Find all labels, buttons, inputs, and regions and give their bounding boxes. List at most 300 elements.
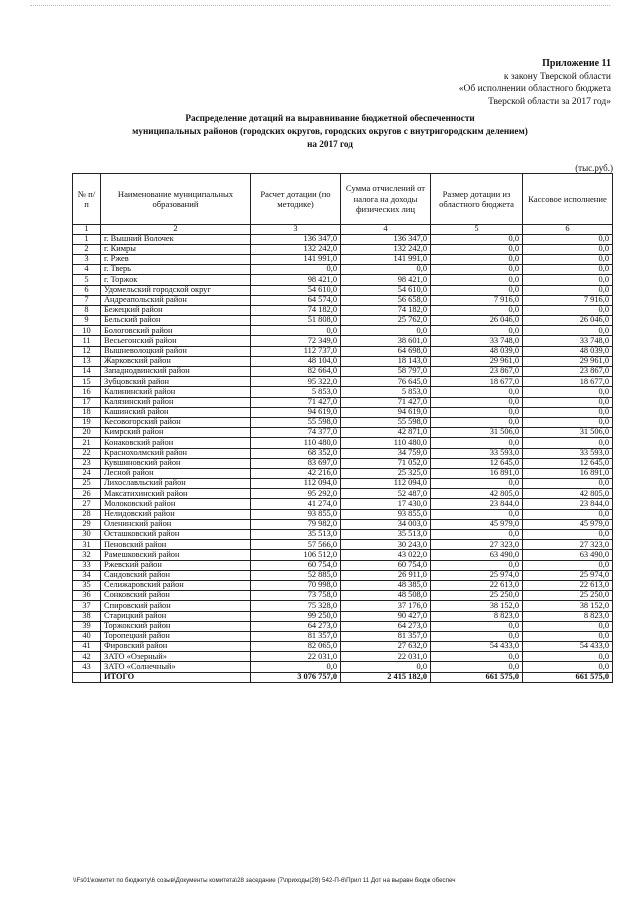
- calculation-value: 93 855,0: [251, 509, 341, 519]
- tax-deduction-value: 34 759,0: [341, 448, 431, 458]
- subsidy-value: 22 613,0: [431, 580, 523, 590]
- tax-deduction-value: 17 430,0: [341, 499, 431, 509]
- table-row: [73, 336, 613, 346]
- table-row: [73, 631, 613, 641]
- calculation-value: 68 352,0: [251, 448, 341, 458]
- subsidy-value: 42 805,0: [431, 489, 523, 499]
- header-subsidy-size: Размер дотации из областного бюджета: [431, 174, 523, 225]
- calculation-value: 112 737,0: [251, 346, 341, 356]
- cash-execution-value: 0,0: [523, 275, 613, 285]
- cash-execution-value: 0,0: [523, 397, 613, 407]
- subsidy-value: 0,0: [431, 305, 523, 315]
- cash-execution-value: 12 645,0: [523, 458, 613, 468]
- column-numbers-row: [73, 225, 613, 235]
- row-number: 11: [73, 336, 101, 346]
- cash-execution-value: 27 323,0: [523, 540, 613, 550]
- tax-deduction-value: 98 421,0: [341, 275, 431, 285]
- calculation-value: 73 758,0: [251, 591, 341, 601]
- cash-execution-value: 0,0: [523, 244, 613, 254]
- row-number: 14: [73, 367, 101, 377]
- tax-deduction-value: 22 031,0: [341, 652, 431, 662]
- row-number: 43: [73, 662, 101, 672]
- unit-label: (тыс.руб.): [575, 163, 613, 173]
- municipality-name: Краснохолмский район: [101, 448, 251, 458]
- file-path-footer: \\Fs01\комитет по бюджету\6 созыв\Документы комитета\28 заседание (7\приходы(28) 542-П-6\Прил 11 Дот на выравн бюдж обеспеч: [73, 877, 456, 884]
- subsidy-value: 48 039,0: [431, 346, 523, 356]
- subsidy-value: 29 961,0: [431, 356, 523, 366]
- cash-execution-value: 0,0: [523, 234, 613, 244]
- row-number: 7: [73, 295, 101, 305]
- subsidy-value: 63 490,0: [431, 550, 523, 560]
- municipality-name: Кимрский район: [101, 428, 251, 438]
- table-row: [73, 305, 613, 315]
- tax-deduction-value: 71 052,0: [341, 458, 431, 468]
- tax-deduction-value: 25 762,0: [341, 316, 431, 326]
- row-number: 41: [73, 642, 101, 652]
- cash-execution-value: 33 748,0: [523, 336, 613, 346]
- row-number: 32: [73, 550, 101, 560]
- subsidy-value: 18 677,0: [431, 377, 523, 387]
- tax-deduction-value: 93 855,0: [341, 509, 431, 519]
- municipality-name: ЗАТО «Озерный»: [101, 652, 251, 662]
- cash-execution-value: 0,0: [523, 438, 613, 448]
- row-number: 6: [73, 285, 101, 295]
- table-row: [73, 509, 613, 519]
- tax-deduction-value: 64 273,0: [341, 621, 431, 631]
- tax-deduction-value: 5 853,0: [341, 387, 431, 397]
- tax-deduction-value: 71 427,0: [341, 397, 431, 407]
- municipality-name: Фировский район: [101, 642, 251, 652]
- municipality-name: Лихославльский район: [101, 479, 251, 489]
- total-municipality-name: ИТОГО: [101, 672, 251, 682]
- calculation-value: 95 322,0: [251, 377, 341, 387]
- tax-deduction-value: 132 242,0: [341, 244, 431, 254]
- table-row: [73, 530, 613, 540]
- cash-execution-value: 0,0: [523, 652, 613, 662]
- calculation-value: 64 574,0: [251, 295, 341, 305]
- appendix-line-2: «Об исполнении областного бюджета: [458, 84, 611, 94]
- subsidy-value: 0,0: [431, 275, 523, 285]
- municipality-name: Сандовский район: [101, 570, 251, 580]
- municipality-name: Андреапольский район: [101, 295, 251, 305]
- cash-execution-value: 18 677,0: [523, 377, 613, 387]
- subsidy-value: 0,0: [431, 417, 523, 427]
- subsidy-value: 45 979,0: [431, 519, 523, 529]
- table-row: [73, 560, 613, 570]
- table-row: [73, 326, 613, 336]
- cash-execution-value: 25 250,0: [523, 591, 613, 601]
- tax-deduction-value: 26 911,0: [341, 570, 431, 580]
- subsidy-value: 0,0: [431, 326, 523, 336]
- municipality-name: Оленинский район: [101, 519, 251, 529]
- row-number: 13: [73, 356, 101, 366]
- cash-execution-value: 0,0: [523, 631, 613, 641]
- tax-deduction-value: 18 143,0: [341, 356, 431, 366]
- calculation-value: 79 982,0: [251, 519, 341, 529]
- tax-deduction-value: 56 658,0: [341, 295, 431, 305]
- cash-execution-value: 54 433,0: [523, 642, 613, 652]
- municipality-name: Калининский район: [101, 387, 251, 397]
- subsidy-value: 7 916,0: [431, 295, 523, 305]
- table-row: [73, 550, 613, 560]
- subsidy-value: 0,0: [431, 265, 523, 275]
- calculation-value: 74 182,0: [251, 305, 341, 315]
- table-row: [73, 642, 613, 652]
- calculation-value: 51 808,0: [251, 316, 341, 326]
- subsidy-value: 0,0: [431, 621, 523, 631]
- table-row: [73, 397, 613, 407]
- calculation-value: 42 216,0: [251, 468, 341, 478]
- table-row: [73, 428, 613, 438]
- cash-execution-value: 0,0: [523, 479, 613, 489]
- tax-deduction-value: 81 357,0: [341, 631, 431, 641]
- municipality-name: Молоковский район: [101, 499, 251, 509]
- row-number: 37: [73, 601, 101, 611]
- table-row: [73, 662, 613, 672]
- tax-deduction-value: 25 325,0: [341, 468, 431, 478]
- subsidy-value: 0,0: [431, 387, 523, 397]
- table-row: [73, 367, 613, 377]
- table-row: [73, 346, 613, 356]
- table-row: [73, 438, 613, 448]
- cash-execution-value: 25 974,0: [523, 570, 613, 580]
- calculation-value: 141 991,0: [251, 254, 341, 264]
- cash-execution-value: 0,0: [523, 387, 613, 397]
- row-number: 10: [73, 326, 101, 336]
- calculation-value: 75 328,0: [251, 601, 341, 611]
- cash-execution-value: 23 844,0: [523, 499, 613, 509]
- row-number: 15: [73, 377, 101, 387]
- subsidy-value: 25 974,0: [431, 570, 523, 580]
- subsidy-value: 25 250,0: [431, 591, 523, 601]
- calculation-value: 0,0: [251, 326, 341, 336]
- table-row: [73, 316, 613, 326]
- municipality-name: Бельский район: [101, 316, 251, 326]
- row-number: 20: [73, 428, 101, 438]
- calculation-value: 5 853,0: [251, 387, 341, 397]
- row-number: 8: [73, 305, 101, 315]
- appendix-line-1: к закону Тверской области: [503, 71, 611, 82]
- cash-execution-value: 0,0: [523, 285, 613, 295]
- calculation-value: 72 349,0: [251, 336, 341, 346]
- row-number: 21: [73, 438, 101, 448]
- municipality-name: г. Кимры: [101, 244, 251, 254]
- table-row: [73, 591, 613, 601]
- municipality-name: Западнодвинский район: [101, 367, 251, 377]
- tax-deduction-value: 74 182,0: [341, 305, 431, 315]
- table-row: [73, 387, 613, 397]
- calculation-value: 94 619,0: [251, 407, 341, 417]
- row-number: 17: [73, 397, 101, 407]
- scan-edge-line: [30, 5, 610, 6]
- calculation-value: 82 664,0: [251, 367, 341, 377]
- cash-execution-value: 0,0: [523, 407, 613, 417]
- municipality-name: Торопецкий район: [101, 631, 251, 641]
- row-number: 27: [73, 499, 101, 509]
- column-number: 2: [101, 225, 251, 235]
- row-number: 16: [73, 387, 101, 397]
- municipality-name: г. Вышний Волочек: [101, 234, 251, 244]
- municipality-name: Вышневолоцкий район: [101, 346, 251, 356]
- table-row: [73, 234, 613, 244]
- table-row: [73, 265, 613, 275]
- table-header-row: [73, 174, 613, 225]
- tax-deduction-value: 76 645,0: [341, 377, 431, 387]
- table-row: [73, 254, 613, 264]
- subsidy-value: 0,0: [431, 509, 523, 519]
- cash-execution-value: 33 593,0: [523, 448, 613, 458]
- table-row: [73, 479, 613, 489]
- tax-deduction-value: 64 698,0: [341, 346, 431, 356]
- total-row-number: [73, 672, 101, 682]
- tax-deduction-value: 136 347,0: [341, 234, 431, 244]
- subsidy-value: 16 891,0: [431, 468, 523, 478]
- row-number: 24: [73, 468, 101, 478]
- tax-deduction-value: 38 601,0: [341, 336, 431, 346]
- cash-execution-value: 0,0: [523, 265, 613, 275]
- calculation-value: 48 104,0: [251, 356, 341, 366]
- calculation-value: 98 421,0: [251, 275, 341, 285]
- municipality-name: Бежецкий район: [101, 305, 251, 315]
- cash-execution-value: 31 506,0: [523, 428, 613, 438]
- subsidy-value: 0,0: [431, 662, 523, 672]
- cash-execution-value: 0,0: [523, 509, 613, 519]
- header-cash-execution: Кассовое исполнение: [523, 174, 613, 225]
- tax-deduction-value: 110 480,0: [341, 438, 431, 448]
- municipality-name: Селижаровский район: [101, 580, 251, 590]
- cash-execution-value: 0,0: [523, 254, 613, 264]
- tax-deduction-value: 43 022,0: [341, 550, 431, 560]
- subsidy-value: 54 433,0: [431, 642, 523, 652]
- tax-deduction-value: 35 513,0: [341, 530, 431, 540]
- calculation-value: 132 242,0: [251, 244, 341, 254]
- table-row: [73, 275, 613, 285]
- row-number: 42: [73, 652, 101, 662]
- row-number: 28: [73, 509, 101, 519]
- table-row: [73, 377, 613, 387]
- row-number: 9: [73, 316, 101, 326]
- tax-deduction-value: 55 598,0: [341, 417, 431, 427]
- calculation-value: 41 274,0: [251, 499, 341, 509]
- subsidy-value: 0,0: [431, 631, 523, 641]
- row-number: 1: [73, 234, 101, 244]
- cash-execution-value: 0,0: [523, 326, 613, 336]
- calculation-value: 82 065,0: [251, 642, 341, 652]
- subsidy-value: 38 152,0: [431, 601, 523, 611]
- row-number: 23: [73, 458, 101, 468]
- calculation-value: 74 377,0: [251, 428, 341, 438]
- table-row: [73, 540, 613, 550]
- row-number: 18: [73, 407, 101, 417]
- title-line-1: Распределение дотаций на выравнивание бюджетной обеспеченности: [185, 113, 475, 123]
- header-tax-deductions: Сумма отчислений от налога на доходы физических лиц: [341, 174, 431, 225]
- row-number: 5: [73, 275, 101, 285]
- row-number: 36: [73, 591, 101, 601]
- municipality-name: Кашинский район: [101, 407, 251, 417]
- row-number: 31: [73, 540, 101, 550]
- subsidy-value: 33 593,0: [431, 448, 523, 458]
- cash-execution-value: 63 490,0: [523, 550, 613, 560]
- tax-deduction-value: 48 385,0: [341, 580, 431, 590]
- cash-execution-value: 7 916,0: [523, 295, 613, 305]
- municipality-name: ЗАТО «Солнечный»: [101, 662, 251, 672]
- row-number: 22: [73, 448, 101, 458]
- row-number: 34: [73, 570, 101, 580]
- cash-execution-value: 0,0: [523, 417, 613, 427]
- tax-deduction-value: 27 632,0: [341, 642, 431, 652]
- column-number: 4: [341, 225, 431, 235]
- calculation-value: 35 513,0: [251, 530, 341, 540]
- subsidy-table: [72, 173, 613, 683]
- municipality-name: Жарковский район: [101, 356, 251, 366]
- table-row: [73, 601, 613, 611]
- subsidy-value: 0,0: [431, 254, 523, 264]
- row-number: 29: [73, 519, 101, 529]
- table-row: [73, 652, 613, 662]
- calculation-value: 99 250,0: [251, 611, 341, 621]
- municipality-name: Нелидовский район: [101, 509, 251, 519]
- tax-deduction-value: 141 991,0: [341, 254, 431, 264]
- subsidy-value: 23 844,0: [431, 499, 523, 509]
- row-number: 33: [73, 560, 101, 570]
- municipality-name: Конаковский район: [101, 438, 251, 448]
- calculation-value: 64 273,0: [251, 621, 341, 631]
- calculation-value: 95 292,0: [251, 489, 341, 499]
- subsidy-value: 0,0: [431, 234, 523, 244]
- table-row: [73, 468, 613, 478]
- table-row: [73, 580, 613, 590]
- column-number: 3: [251, 225, 341, 235]
- cash-execution-value: 16 891,0: [523, 468, 613, 478]
- subsidy-value: 0,0: [431, 652, 523, 662]
- cash-execution-value: 26 046,0: [523, 316, 613, 326]
- municipality-name: Калязинский район: [101, 397, 251, 407]
- calculation-value: 71 427,0: [251, 397, 341, 407]
- table-row: [73, 570, 613, 580]
- table-row: [73, 407, 613, 417]
- appendix-title: Приложение 11: [542, 58, 611, 69]
- appendix-block: [351, 58, 611, 108]
- calculation-value: 54 610,0: [251, 285, 341, 295]
- tax-deduction-value: 112 094,0: [341, 479, 431, 489]
- calculation-value: 57 566,0: [251, 540, 341, 550]
- table-row: [73, 295, 613, 305]
- calculation-value: 106 512,0: [251, 550, 341, 560]
- calculation-value: 0,0: [251, 662, 341, 672]
- cash-execution-value: 0,0: [523, 530, 613, 540]
- municipality-name: Кувшиновский район: [101, 458, 251, 468]
- row-number: 2: [73, 244, 101, 254]
- municipality-name: Максатихинский район: [101, 489, 251, 499]
- calculation-value: 112 094,0: [251, 479, 341, 489]
- tax-deduction-value: 58 797,0: [341, 367, 431, 377]
- row-number: 30: [73, 530, 101, 540]
- table-row: [73, 611, 613, 621]
- tax-deduction-value: 90 427,0: [341, 611, 431, 621]
- appendix-line-3: Тверской области за 2017 год»: [488, 96, 611, 107]
- table-row: [73, 621, 613, 631]
- subsidy-value: 0,0: [431, 560, 523, 570]
- calculation-value: 81 357,0: [251, 631, 341, 641]
- municipality-name: Зубцовский район: [101, 377, 251, 387]
- cash-execution-value: 48 039,0: [523, 346, 613, 356]
- subsidy-value: 0,0: [431, 285, 523, 295]
- column-number: 1: [73, 225, 101, 235]
- calculation-value: 83 697,0: [251, 458, 341, 468]
- total-tax-deduction-value: 2 415 182,0: [341, 672, 431, 682]
- header-number: № п/п: [73, 174, 101, 225]
- subsidy-value: 0,0: [431, 244, 523, 254]
- municipality-name: Ржевский район: [101, 560, 251, 570]
- subsidy-value: 0,0: [431, 530, 523, 540]
- row-number: 35: [73, 580, 101, 590]
- tax-deduction-value: 48 508,0: [341, 591, 431, 601]
- subsidy-value: 26 046,0: [431, 316, 523, 326]
- municipality-name: Удомельский городской округ: [101, 285, 251, 295]
- subsidy-value: 31 506,0: [431, 428, 523, 438]
- cash-execution-value: 45 979,0: [523, 519, 613, 529]
- title-line-2: муниципальных районов (городских округов, городских округов с внутригородским делением): [132, 126, 528, 136]
- table-row: [73, 448, 613, 458]
- municipality-name: г. Тверь: [101, 265, 251, 275]
- subsidy-value: 27 323,0: [431, 540, 523, 550]
- subsidy-value: 0,0: [431, 407, 523, 417]
- row-number: 3: [73, 254, 101, 264]
- calculation-value: 70 998,0: [251, 580, 341, 590]
- cash-execution-value: 0,0: [523, 305, 613, 315]
- calculation-value: 110 480,0: [251, 438, 341, 448]
- subsidy-value: 23 867,0: [431, 367, 523, 377]
- row-number: 40: [73, 631, 101, 641]
- table-row: [73, 285, 613, 295]
- row-number: 38: [73, 611, 101, 621]
- row-number: 4: [73, 265, 101, 275]
- table-row: [73, 458, 613, 468]
- tax-deduction-value: 0,0: [341, 326, 431, 336]
- calculation-value: 136 347,0: [251, 234, 341, 244]
- tax-deduction-value: 52 487,0: [341, 489, 431, 499]
- municipality-name: Кесовогорский район: [101, 417, 251, 427]
- subsidy-value: 0,0: [431, 397, 523, 407]
- tax-deduction-value: 30 243,0: [341, 540, 431, 550]
- cash-execution-value: 42 805,0: [523, 489, 613, 499]
- cash-execution-value: 23 867,0: [523, 367, 613, 377]
- table-row: [73, 519, 613, 529]
- column-number: 5: [431, 225, 523, 235]
- calculation-value: 0,0: [251, 265, 341, 275]
- total-calculation-value: 3 076 757,0: [251, 672, 341, 682]
- tax-deduction-value: 42 871,0: [341, 428, 431, 438]
- column-number: 6: [523, 225, 613, 235]
- document-title: [60, 112, 600, 151]
- municipality-name: Пеновский район: [101, 540, 251, 550]
- tax-deduction-value: 34 003,0: [341, 519, 431, 529]
- cash-execution-value: 22 613,0: [523, 580, 613, 590]
- cash-execution-value: 38 152,0: [523, 601, 613, 611]
- row-number: 19: [73, 417, 101, 427]
- municipality-name: Осташковский район: [101, 530, 251, 540]
- row-number: 26: [73, 489, 101, 499]
- subsidy-value: 0,0: [431, 438, 523, 448]
- cash-execution-value: 29 961,0: [523, 356, 613, 366]
- calculation-value: 60 754,0: [251, 560, 341, 570]
- cash-execution-value: 8 823,0: [523, 611, 613, 621]
- table-row: [73, 356, 613, 366]
- municipality-name: Старицкий район: [101, 611, 251, 621]
- tax-deduction-value: 37 176,0: [341, 601, 431, 611]
- municipality-name: г. Ржев: [101, 254, 251, 264]
- calculation-value: 52 885,0: [251, 570, 341, 580]
